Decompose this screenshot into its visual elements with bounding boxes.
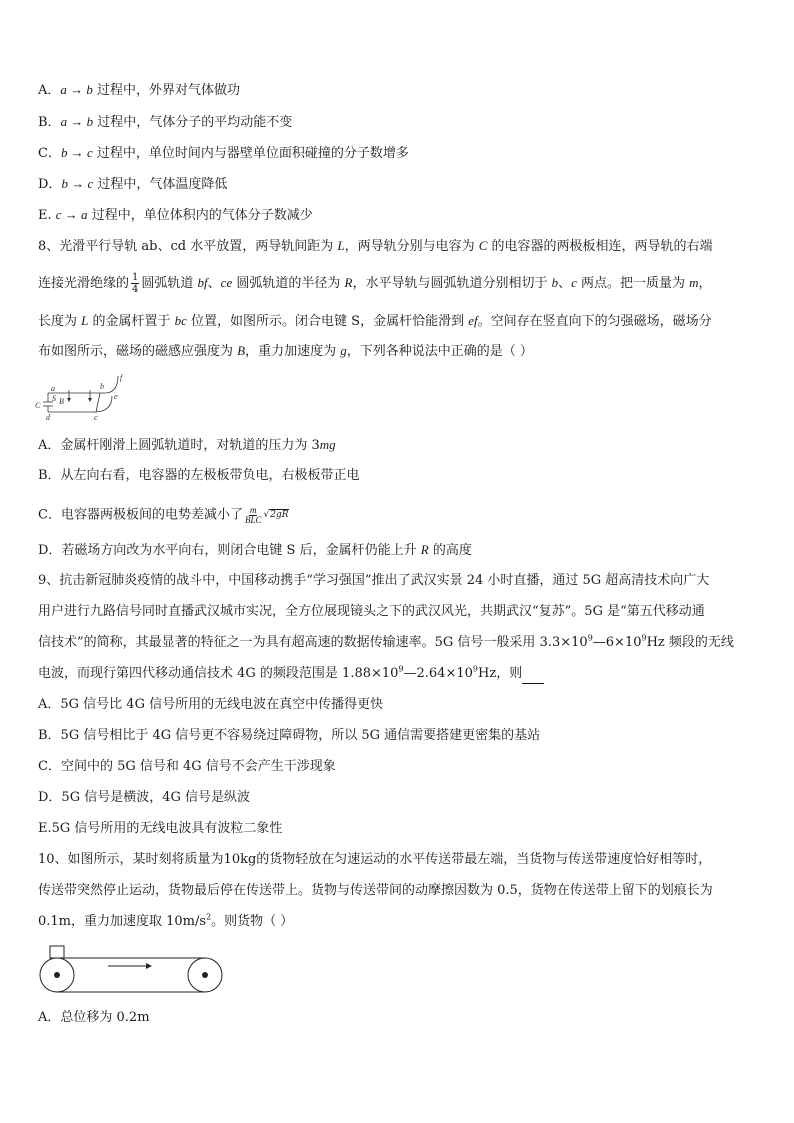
arc-ce <box>96 396 112 412</box>
label-b: b <box>100 382 104 391</box>
q8-stem-line-4: 布如图所示，磁场的磁感应强度为 B，重力加速度为 g，下列各种说法中正确的是（ ） <box>38 343 533 359</box>
conveyor-belt-figure <box>38 942 228 998</box>
q8-stem-line-3: 长度为 L 的金属杆置于 bc 位置，如图所示。闭合电键 S，金属杆恰能滑到 ef。空间存在竖直向下的匀强磁场，磁场分 <box>38 313 712 329</box>
q10-stem-line-3: 0.1m，重力加速度取 $10m/s^2$。则货物（ ） <box>38 912 294 929</box>
q9-stem-line-2: 用户进行九路信号同时直播武汉城市实况，全方位展现镜头之下的武汉风光，共期武汉“复苏”。5G 是“第五代移动通 <box>38 604 705 619</box>
arrow-head-2 <box>88 398 92 402</box>
q7-option-e: E. c → a 过程中，单位体积内的气体分子数减少 <box>38 207 313 223</box>
label-d: d <box>46 413 50 422</box>
q10-stem-line-2: 传送带突然停止运动，货物最后停在传送带上。货物与传送带间的动摩擦因数为 0.5，货物在传送带上留下的划痕长为 <box>38 883 713 898</box>
q8-option-c: C．电容器两极板间的电势差减小了 $\frac{m}{\text{BLC}}$ √2gR <box>38 503 764 528</box>
label-c: c <box>94 413 98 422</box>
q9-stem-line-4: 电波，而现行第四代移动通信技术 4G 的频段范围是 $1.88\times 10^9—2.64\times 10^9Hz$，则 <box>38 664 764 684</box>
q10-stem-line-1: 10、如图所示，某时刻将质量为10kg的货物轻放在匀速运动的水平传送带最左端，当货物与传送带速度恰好相等时， <box>38 852 712 867</box>
q7-option-c: C．b → c 过程中，单位时间内与器壁单位面积碰撞的分子数增多 <box>38 145 409 161</box>
arc-bf <box>106 376 118 393</box>
q8-option-d: D．若磁场方向改为水平向右，则闭合电键 S 后，金属杆仍能上升 R 的高度 <box>38 542 472 558</box>
answer-blank <box>522 669 544 684</box>
q7-option-a: A．a → b 过程中，外界对气体做功 <box>38 82 241 98</box>
sqrt-icon: √2gR <box>263 510 289 520</box>
q9-option-d: D．5G 信号是横波，4G 信号是纵波 <box>38 790 250 805</box>
q7-option-b: B．a → b 过程中，气体分子的平均动能不变 <box>38 114 293 130</box>
left-axle <box>54 972 60 978</box>
right-axle <box>202 972 208 978</box>
q9-stem-line-1: 9、抗击新冠肺炎疫情的战斗中，中国移动携手“学习强国”推出了武汉实景 24 小时直播，通过 5G 超高清技术向广大 <box>38 573 710 588</box>
q10-option-a: A．总位移为 0.2m <box>38 1010 150 1025</box>
metal-rod <box>96 393 100 412</box>
label-C: C <box>35 401 41 410</box>
arrow-head <box>146 963 152 969</box>
q7-option-d: D．b → c 过程中，气体温度降低 <box>38 176 228 192</box>
option-c-fraction: $\frac{m}{\text{BLC}}$ <box>244 504 262 525</box>
q9-option-b: B．5G 信号相比于 4G 信号更不容易绕过障碍物，所以 5G 通信需要搭建更密集的基站 <box>38 728 541 743</box>
arrow-head-1 <box>67 398 71 402</box>
q9-stem-line-3: 信技术”的简称，其最显著的特征之一为具有超高速的数据传输速率。5G 信号一般采用 $3.3\times 10^9—6\times 10^9Hz$ 频段的无线 <box>38 633 734 650</box>
q8-circuit-figure <box>34 372 134 424</box>
q8-option-a: A．金属杆刚滑上圆弧轨道时，对轨道的压力为 3mg <box>38 437 336 453</box>
cargo-box <box>50 946 64 958</box>
label-f: f <box>120 373 123 382</box>
quarter-fraction: $\frac{1}{4}$ <box>132 272 139 295</box>
q9-option-e: E.5G 信号所用的无线电波具有波粒二象性 <box>38 821 283 836</box>
q8-stem-line-1: 8、光滑平行导轨 ab、cd 水平放置，两导轨间距为 L，两导轨分别与电容为 C 的电容器的两极板相连，两导轨的右端 <box>38 238 713 254</box>
label-B: B <box>59 397 64 406</box>
q9-option-c: C．空间中的 5G 信号和 4G 信号不会产生干涉现象 <box>38 759 336 774</box>
q8-option-b: B．从左向右看，电容器的左极板带负电，右极板带正电 <box>38 468 360 483</box>
q8-stem-line-2: 连接光滑绝缘的 $\frac{1}{4}$ 圆弧轨道 bf、ce 圆弧轨道的半径为 R，水平导轨与圆弧轨道分别相切于 b、c 两点。把一质量为 m， <box>38 272 712 295</box>
label-e: e <box>114 392 118 401</box>
q9-option-a: A．5G 信号比 4G 信号所用的无线电波在真空中传播得更快 <box>38 697 384 712</box>
label-S: S <box>52 394 56 403</box>
label-a: a <box>51 384 55 393</box>
